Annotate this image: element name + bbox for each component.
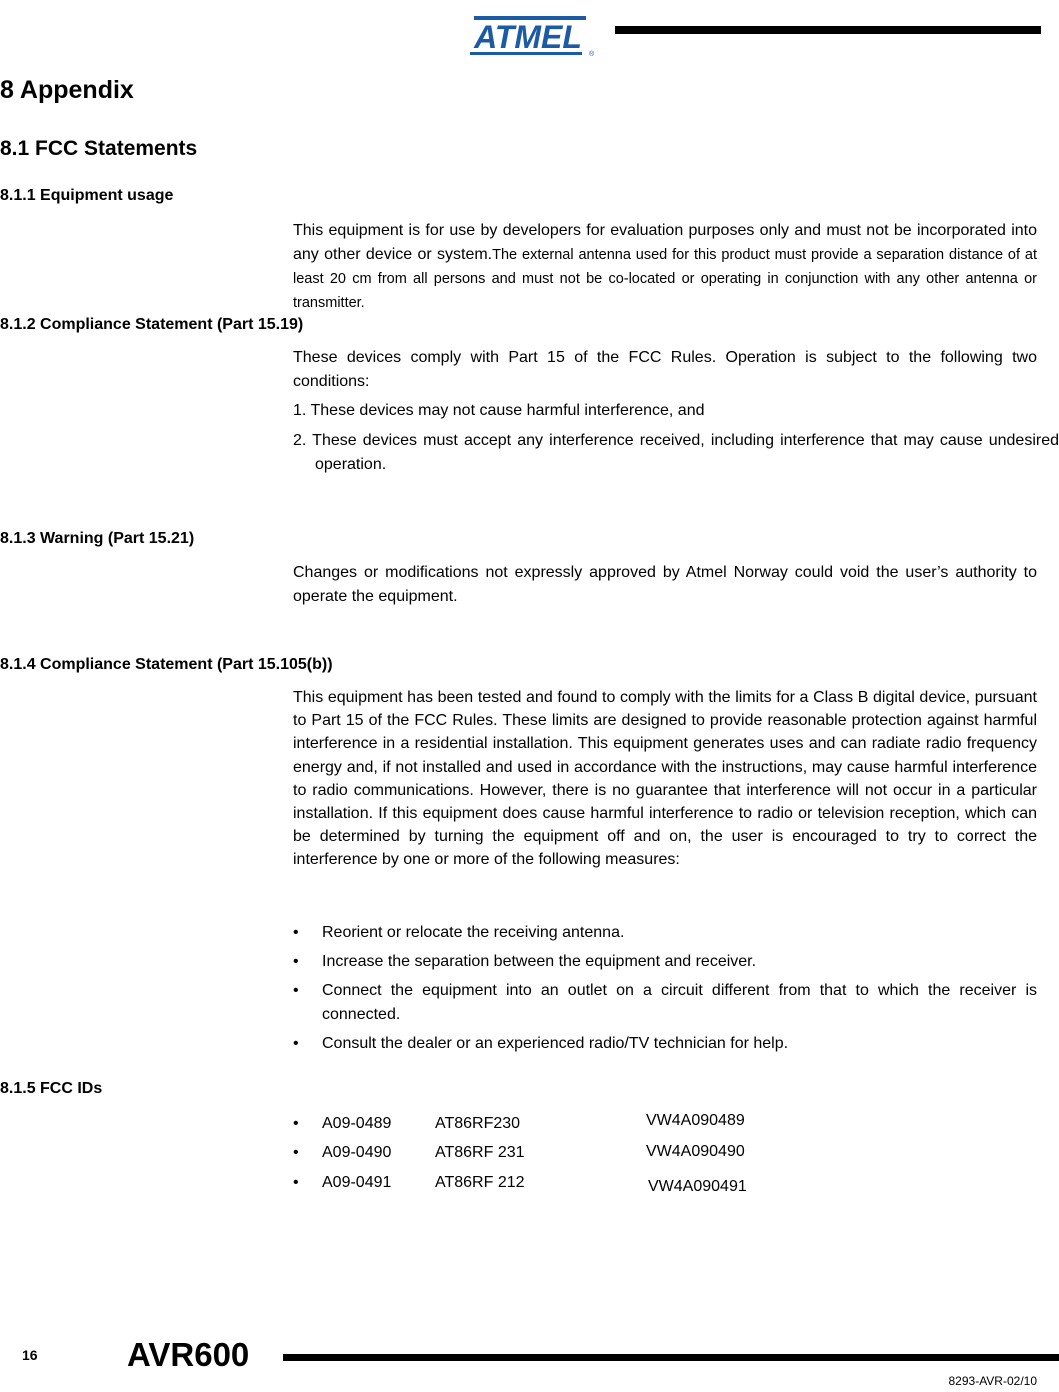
svg-text:®: ® xyxy=(589,51,595,58)
compliance-15105-text: This equipment has been tested and found to comply with the limits for a Class B digital device, pursuant to Part 15 of the FCC Rules. These limits are designed to provide reasonable protection against harmful interference in a residential installation. This equipment generates uses and can radiate radio frequency energy and, if not installed and used in accordance with the instructions, may cause harmful interference to radio communications. However, there is no guarantee that interference will not occur in a particular installation. If this equipment does cause harmful interference to radio or television reception, which can be determined by turning the equipment off and on, the user is encouraged to try to correct the interference by one or more of the following measures: xyxy=(293,689,1037,869)
bullet-glyph: • xyxy=(293,1115,299,1132)
logo-wordmark: ATMEL xyxy=(474,19,582,55)
bullet-glyph: • xyxy=(293,1144,299,1161)
part-number: A09-0489 xyxy=(322,1115,392,1132)
bullet-text: Increase the separation between the equipment and receiver. xyxy=(322,953,757,970)
compliance-1519-intro: These devices comply with Part 15 of the FCC Rules. Operation is subject to the following two conditions: xyxy=(293,349,1037,390)
list-item xyxy=(293,921,1037,945)
bullet-glyph: • xyxy=(293,924,299,941)
document-reference: 8293-AVR-02/10 xyxy=(948,1374,1037,1388)
chip-name: AT86RF 212 xyxy=(435,1174,525,1191)
chip-name: AT86RF230 xyxy=(435,1115,521,1132)
usage-text-b: The external antenna used for this product must provide a separation distance of at least 20 cm from all persons and must not be co-located or operating in conjunction with any other antenna or transmitter. xyxy=(293,247,1038,311)
compliance-1519-item-2: 2. These devices must accept any interference received, including interference that may cause undesired operation. xyxy=(293,432,1059,473)
equipment-usage-heading: 8.1.1 Equipment usage xyxy=(0,187,174,204)
bullet-text: Connect the equipment into an outlet on a circuit different from that to which the receiver is connected. xyxy=(322,982,1037,1023)
part-number: A09-0490 xyxy=(322,1144,392,1161)
subsection-heading: 8.1 FCC Statements xyxy=(0,137,198,160)
bullet-glyph: • xyxy=(293,1035,299,1052)
chip-name: AT86RF 231 xyxy=(435,1144,525,1161)
document-name: AVR600 xyxy=(127,1336,250,1373)
list-item xyxy=(293,979,1037,1027)
list-item xyxy=(293,1032,1037,1056)
compliance-1519-item-1: 1. These devices may not cause harmful interference, and xyxy=(293,402,705,419)
fcc-id: VW4A090490 xyxy=(646,1143,745,1160)
list-item xyxy=(293,950,1037,974)
page-number: 16 xyxy=(22,1347,38,1363)
warning-text: Changes or modifications not expressly approved by Atmel Norway could void the user’s authority to operate the equipment. xyxy=(293,564,1037,605)
atmel-logo xyxy=(468,10,598,58)
usage-text-a: This equipment is for use by developers for evaluation purposes only and must not be incorporated into any other device or system. xyxy=(293,222,1037,263)
fcc-id: VW4A090491 xyxy=(648,1178,747,1195)
bullet-text: Consult the dealer or an experienced radio/TV technician for help. xyxy=(322,1035,789,1052)
section-heading: 8 Appendix xyxy=(0,76,134,104)
warning-heading: 8.1.3 Warning (Part 15.21) xyxy=(0,530,195,547)
part-number: A09-0491 xyxy=(322,1174,392,1191)
bullet-glyph: • xyxy=(293,1174,299,1191)
bullet-text: Reorient or relocate the receiving antenna. xyxy=(322,924,625,941)
compliance-15105-heading: 8.1.4 Compliance Statement (Part 15.105(b)) xyxy=(0,656,333,673)
header-rule xyxy=(615,26,1041,34)
footer-rule xyxy=(283,1354,1059,1361)
fcc-ids-heading: 8.1.5 FCC IDs xyxy=(0,1080,103,1097)
equipment-usage-text xyxy=(293,219,1037,315)
compliance-1519-heading: 8.1.2 Compliance Statement (Part 15.19) xyxy=(0,316,304,333)
bullet-glyph: • xyxy=(293,953,299,970)
bullet-glyph: • xyxy=(293,982,299,999)
fcc-id: VW4A090489 xyxy=(646,1112,745,1129)
